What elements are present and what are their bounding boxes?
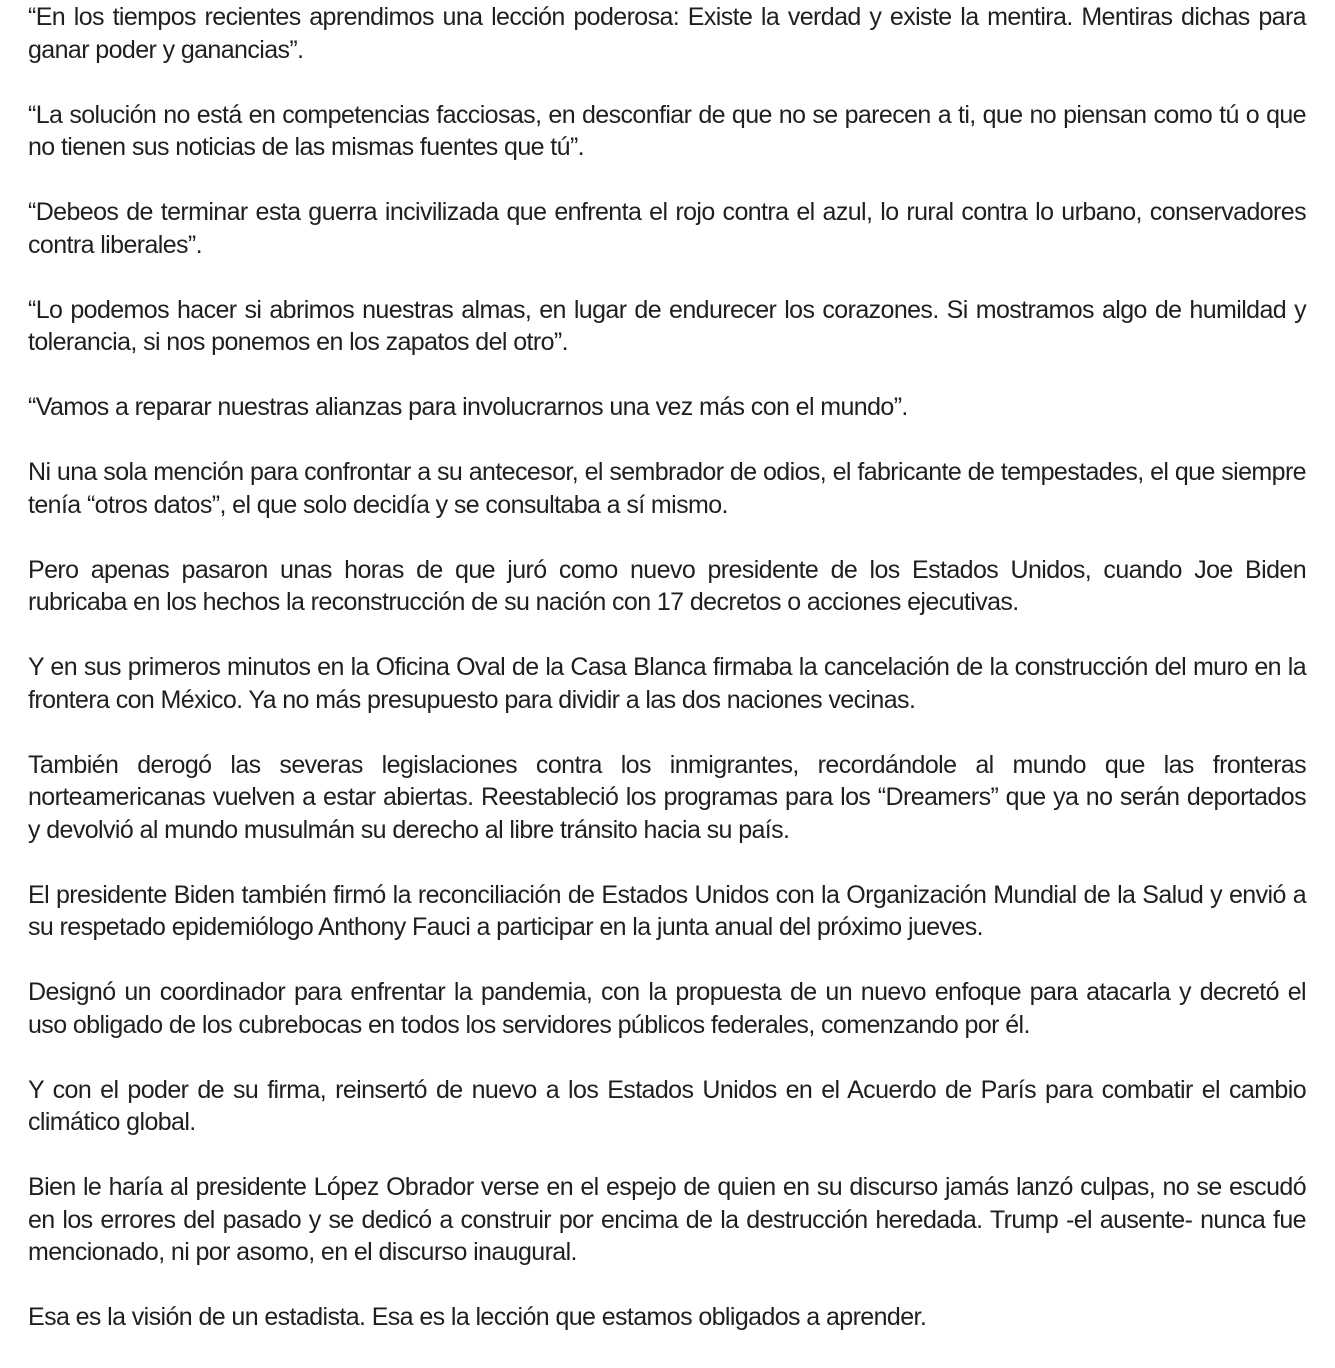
article-body	[28, 1, 1306, 1334]
article-paragraph: “La solución no está en competencias facciosas, en desconfiar de que no se parecen a ti, que no piensan como tú o que no tienen sus noticias de las mismas fuentes que tú”.	[28, 100, 1306, 161]
article-paragraph: “Vamos a reparar nuestras alianzas para involucrarnos una vez más con el mundo”.	[28, 393, 908, 421]
article-paragraph: Y con el poder de su firma, reinsertó de nuevo a los Estados Unidos en el Acuerdo de París para combatir el cambio climático global.	[28, 1075, 1306, 1136]
article-paragraph: “En los tiempos recientes aprendimos una lección poderosa: Existe la verdad y existe la mentira. Mentiras dichas para ganar poder y ganancias”.	[28, 3, 1306, 64]
article-paragraph: El presidente Biden también firmó la reconciliación de Estados Unidos con la Organización Mundial de la Salud y envió a su respetado epidemiólogo Anthony Fauci a participar en la junta anual del próximo jueves.	[28, 880, 1306, 941]
article-paragraph: Designó un coordinador para enfrentar la pandemia, con la propuesta de un nuevo enfoque para atacarla y decretó el uso obligado de los cubrebocas en todos los servidores públicos federales, comenzando por él.	[28, 978, 1306, 1039]
article-paragraph: Esa es la visión de un estadista. Esa es la lección que estamos obligados a aprender.	[28, 1303, 927, 1331]
article-paragraph: Y en sus primeros minutos en la Oficina Oval de la Casa Blanca firmaba la cancelación de la construcción del muro en la frontera con México. Ya no más presupuesto para dividir a las dos naciones vecinas.	[28, 653, 1306, 714]
article-paragraph: “Debeos de terminar esta guerra incivilizada que enfrenta el rojo contra el azul, lo rural contra lo urbano, conservadores contra liberales”.	[28, 198, 1306, 259]
article-paragraph: Bien le haría al presidente López Obrador verse en el espejo de quien en su discurso jamás lanzó culpas, no se escudó en los errores del pasado y se dedicó a construir por encima de la destrucción heredada. Trump -el ausente- nunca fue mencionado, ni por asomo, en el discurso inaugural.	[28, 1173, 1306, 1266]
article-paragraph: También derogó las severas legislaciones contra los inmigrantes, recordándole al mundo que las fronteras norteamericanas vuelven a estar abiertas. Reestableció los programas para los “Dreamers” que ya no serán deportados y devolvió al mundo musulmán su derecho al libre tránsito hacia su país.	[28, 750, 1306, 844]
article-paragraph: Pero apenas pasaron unas horas de que juró como nuevo presidente de los Estados Unidos, cuando Joe Biden rubricaba en los hechos la reconstrucción de su nación con 17 decretos o acciones ejecutivas.	[28, 555, 1306, 616]
article-paragraph: “Lo podemos hacer si abrimos nuestras almas, en lugar de endurecer los corazones. Si mostramos algo de humildad y tolerancia, si nos ponemos en los zapatos del otro”.	[28, 295, 1306, 356]
article-paragraph: Ni una sola mención para confrontar a su antecesor, el sembrador de odios, el fabricante de tempestades, el que siempre tenía “otros datos”, el que solo decidía y se consultaba a sí mismo.	[28, 458, 1306, 519]
